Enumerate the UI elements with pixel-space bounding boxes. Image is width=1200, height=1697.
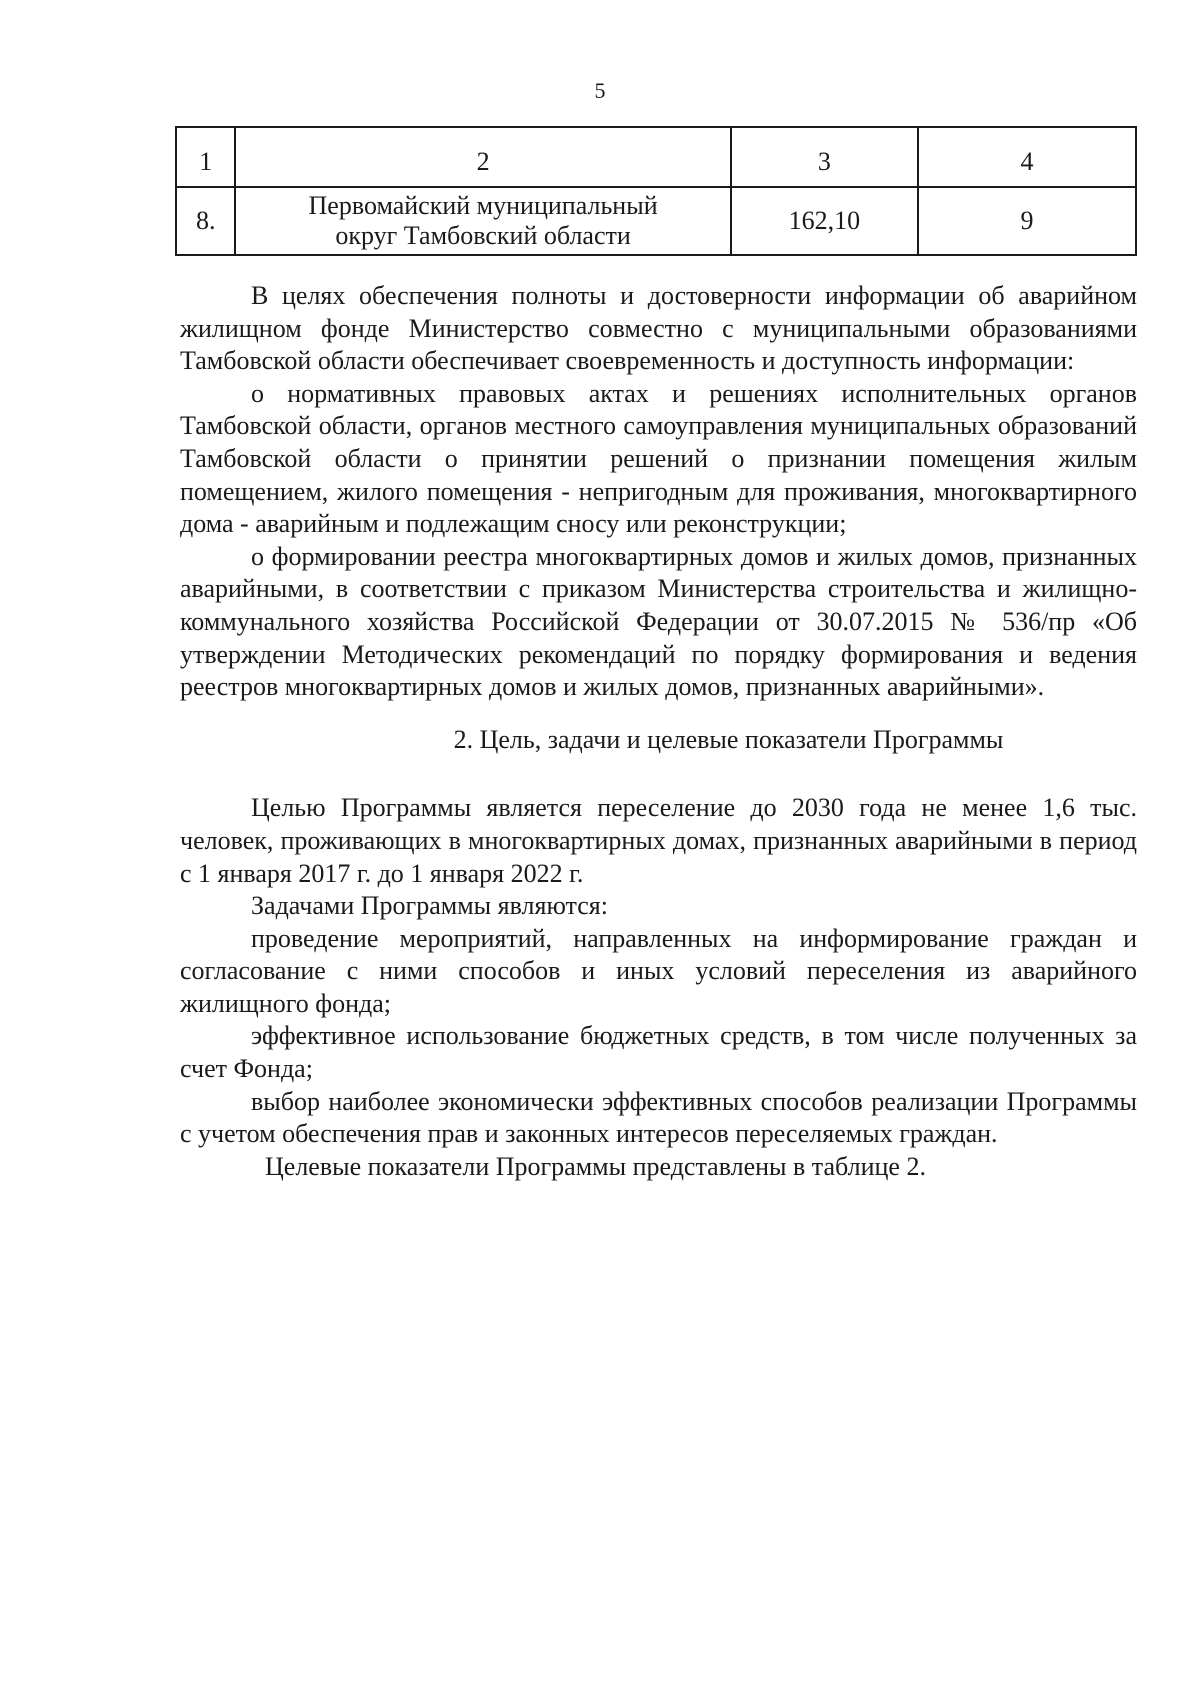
paragraph: В целях обеспечения полноты и достоверности информации об аварийном жилищном фонде Министерство совместно с муниципальными образованиями Тамбовской области обеспечивает своевременность и доступность информации: (180, 281, 1137, 376)
table-header-cell: 4 (918, 127, 1136, 187)
table-header-cell: 2 (235, 127, 730, 187)
section-heading: 2. Цель, задачи и целевые показатели Программы (453, 724, 1004, 754)
paragraph: Задачами Программы являются: (251, 891, 608, 921)
body-text (180, 280, 1137, 1183)
paragraph: выбор наиболее экономически эффективных способов реализации Программы с учетом обеспечения прав и законных интересов переселяемых граждан. (180, 1086, 1137, 1149)
table-header-row (176, 127, 1136, 187)
paragraph: Целевые показатели Программы представлены в таблице 2. (265, 1151, 926, 1181)
paragraph: о нормативных правовых актах и решениях исполнительных органов Тамбовской области, органов местного самоуправления муниципальных образований Тамбовской области о принятии решений о признании помещения жилым помещением, жилого помещения - непригодным для проживания, многоквартирного дома - аварийным и подлежащим сносу или реконструкции; (180, 378, 1137, 539)
table-header-cell: 1 (176, 127, 235, 187)
paragraph: эффективное использование бюджетных средств, в том числе полученных за счет Фонда; (180, 1021, 1137, 1084)
table-cell-name-line1: Первомайский муниципальный (308, 191, 658, 220)
table-row (176, 187, 1136, 255)
paragraph: о формировании реестра многоквартирных домов и жилых домов, признанных аварийными, в соответствии с приказом Министерства строительства и жилищно-коммунального хозяйства Российской Федерации от 30.07.2015 № 536/пр «Об утверждении Методических рекомендаций по порядку формирования и ведения реестров многоквартирных домов и жилых домов, признанных аварийными». (180, 541, 1137, 702)
page-number: 5 (594, 78, 606, 103)
table-cell-name (235, 187, 730, 255)
paragraph: Целью Программы является переселение до 2030 года не менее 1,6 тыс. человек, проживающих в многоквартирных домах, признанных аварийными в период с 1 января 2017 г. до 1 января 2022 г. (180, 793, 1137, 888)
table-cell-value: 162,10 (731, 187, 918, 255)
paragraph: проведение мероприятий, направленных на информирование граждан и согласование с ними способов и иных условий переселения из аварийного жилищного фонда; (180, 923, 1137, 1018)
table-cell-number: 8. (176, 187, 235, 255)
table-cell-count: 9 (918, 187, 1136, 255)
data-table (175, 126, 1137, 256)
table-cell-name-line2: округ Тамбовский области (335, 221, 631, 250)
table-header-cell: 3 (731, 127, 918, 187)
